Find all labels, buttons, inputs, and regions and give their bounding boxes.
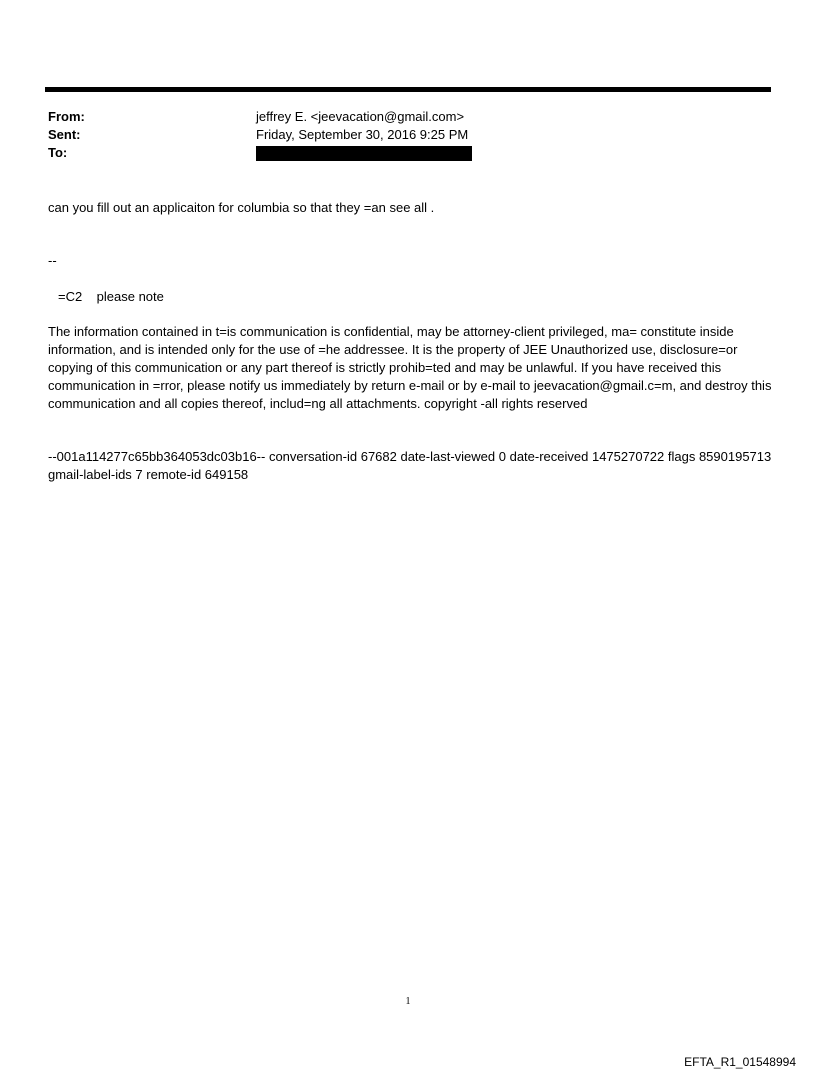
- from-label: From:: [48, 109, 85, 124]
- note-line: =C2 please note: [58, 289, 164, 304]
- email-header: [48, 108, 768, 162]
- to-label: To:: [48, 145, 68, 160]
- signature-separator: --: [48, 253, 57, 268]
- confidentiality-disclaimer: The information contained in t=is communication is confidential, may be attorney-client privileged, ma= constitute inside information, and is intended only for the use of =he addressee. It is the property of JEE Unauthorized use, disclosure=or copying of this communication or any part thereof is strictly prohib=ted and may be unlawful. If you have received this communication in =rror, please notify us immediately by return e-mail or by e-mail to jeevacation@gmail.c=m, and destroy this communication and all copies thereof, includ=ng all attachments. copyright -all rights reserved: [48, 324, 772, 411]
- header-divider: [45, 87, 771, 92]
- bates-number: EFTA_R1_01548994: [684, 1055, 796, 1069]
- message-metadata: --001a114277c65bb364053dc03b16-- conversation-id 67682 date-last-viewed 0 date-received 1475270722 flags 8590195713 gmail-label-ids 7 remote-id 649158: [48, 449, 772, 482]
- sent-label: Sent:: [48, 127, 81, 142]
- from-value: jeffrey E. <jeevacation@gmail.com>: [256, 109, 465, 124]
- sent-row: [48, 126, 768, 144]
- from-row: [48, 108, 768, 126]
- to-row: [48, 144, 768, 162]
- message-text: can you fill out an applicaiton for columbia so that they =an see all .: [48, 200, 435, 215]
- sent-value: Friday, September 30, 2016 9:25 PM: [256, 127, 469, 142]
- redaction-box: [256, 146, 472, 161]
- page-number: 1: [405, 996, 411, 1007]
